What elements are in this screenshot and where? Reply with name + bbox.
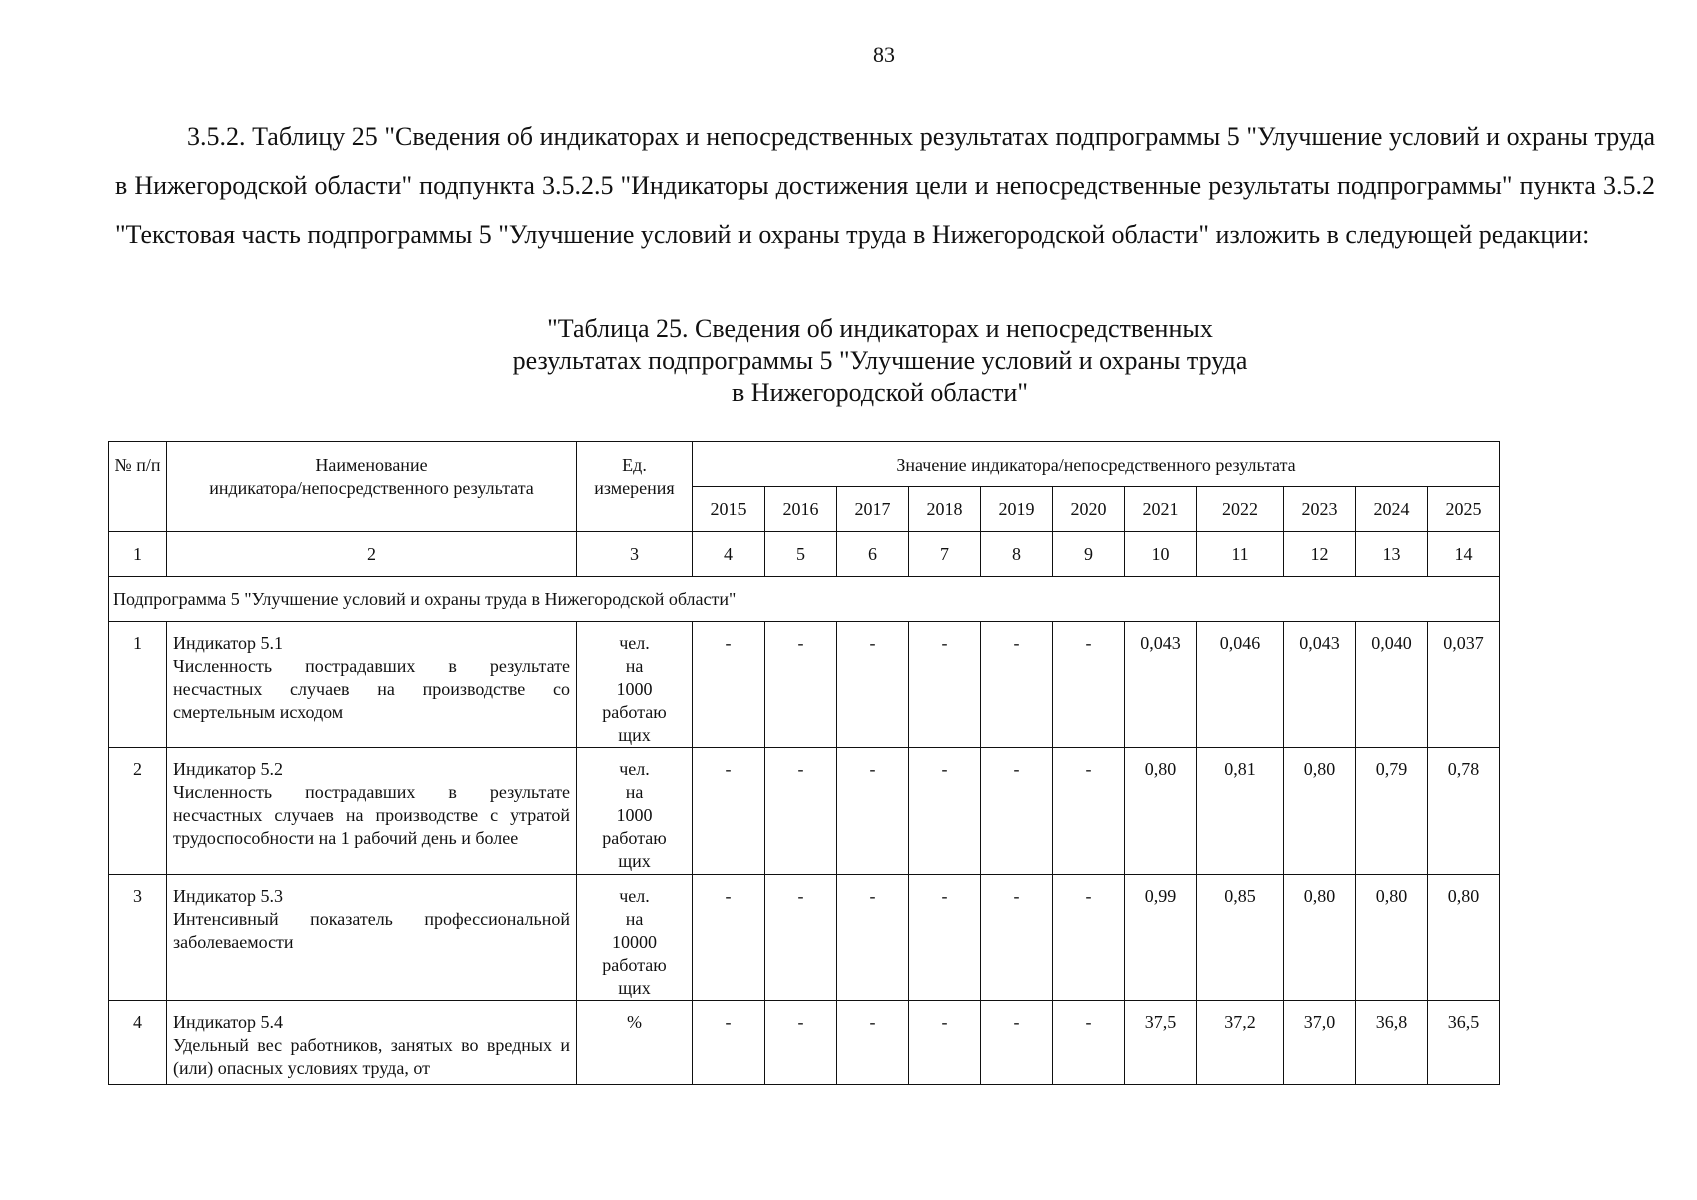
value-cell: - [981, 875, 1053, 1001]
value-cell: - [1053, 875, 1125, 1001]
header-unit [577, 442, 693, 532]
column-number-cell: 6 [837, 532, 909, 577]
year-header-cell: 2019 [981, 487, 1053, 532]
indicator-description: Удельный вес работников, занятых во вредных и (или) опасных условиях труда, от [173, 1035, 570, 1078]
column-number-cell: 7 [909, 532, 981, 577]
value-cell: 0,80 [1284, 875, 1356, 1001]
header-name-line: Наименование [315, 455, 428, 475]
value-cell: - [765, 875, 837, 1001]
column-number-cell: 5 [765, 532, 837, 577]
value-cell: - [693, 1001, 765, 1085]
table-row [109, 622, 1500, 748]
row-number-cell: 4 [109, 1001, 167, 1085]
value-cell: 0,046 [1197, 622, 1284, 748]
column-number-cell: 12 [1284, 532, 1356, 577]
value-cell: 0,85 [1197, 875, 1284, 1001]
indicator-label: Индикатор 5.1 [173, 633, 284, 653]
header-unit-line: измерения [594, 478, 675, 498]
table-row [109, 748, 1500, 875]
value-cell: 0,78 [1428, 748, 1500, 875]
year-header-cell: 2016 [765, 487, 837, 532]
value-cell: 0,80 [1125, 748, 1197, 875]
value-cell: 0,81 [1197, 748, 1284, 875]
value-cell: - [1053, 622, 1125, 748]
value-cell: 36,8 [1356, 1001, 1428, 1085]
indicator-name-cell [167, 1001, 577, 1085]
value-cell: - [981, 622, 1053, 748]
value-cell: 0,043 [1125, 622, 1197, 748]
column-number-cell: 3 [577, 532, 693, 577]
year-header-cell: 2024 [1356, 487, 1428, 532]
value-cell: - [837, 875, 909, 1001]
table-title-line: в Нижегородской области" [732, 378, 1028, 407]
year-header-cell: 2021 [1125, 487, 1197, 532]
column-number-cell: 14 [1428, 532, 1500, 577]
year-header-cell: 2025 [1428, 487, 1500, 532]
year-header-cell: 2020 [1053, 487, 1125, 532]
column-number-cell: 13 [1356, 532, 1428, 577]
indicator-label: Индикатор 5.4 [173, 1012, 284, 1032]
column-number-cell: 4 [693, 532, 765, 577]
intro-paragraph: 3.5.2. Таблицу 25 "Сведения об индикаторах и непосредственных результатах подпрограммы 5 "Улучшение условий и охраны труда в Нижегородской области" подпункта 3.5.2.5 "Индикаторы достижения цели и непосредственные результаты подпрограммы" пункта 3.5.2 "Текстовая часть подпрограммы 5 "Улучшение условий и охраны труда в Нижегородской области" изложить в следующей редакции: [115, 122, 1655, 249]
value-cell: 0,80 [1356, 875, 1428, 1001]
indicator-label: Индикатор 5.3 [173, 886, 284, 906]
indicator-name-cell [167, 748, 577, 875]
row-number-cell: 1 [109, 622, 167, 748]
value-cell: 0,040 [1356, 622, 1428, 748]
header-values-group: Значение индикатора/непосредственного результата [693, 442, 1500, 487]
indicator-description: Численность пострадавших в результате несчастных случаев на производстве со смертельным исходом [173, 656, 570, 722]
indicator-label: Индикатор 5.2 [173, 759, 284, 779]
year-header-cell: 2018 [909, 487, 981, 532]
column-numbers-row [109, 532, 1500, 577]
row-number-cell: 2 [109, 748, 167, 875]
value-cell: - [981, 1001, 1053, 1085]
value-cell: - [765, 622, 837, 748]
column-number-cell: 8 [981, 532, 1053, 577]
value-cell: - [909, 748, 981, 875]
value-cell: - [1053, 1001, 1125, 1085]
indicators-table [108, 441, 1500, 1085]
year-header-cell: 2022 [1197, 487, 1284, 532]
unit-cell: % [577, 1001, 693, 1085]
value-cell: - [693, 875, 765, 1001]
unit-cell: чел. на 1000 работаю щих [577, 622, 693, 748]
value-cell: - [693, 622, 765, 748]
section-title: Подпрограмма 5 "Улучшение условий и охраны труда в Нижегородской области" [109, 577, 1500, 622]
header-name-line: индикатора/непосредственного результата [209, 478, 534, 498]
value-cell: 0,037 [1428, 622, 1500, 748]
year-header-cell: 2015 [693, 487, 765, 532]
value-cell: 37,2 [1197, 1001, 1284, 1085]
value-cell: - [693, 748, 765, 875]
value-cell: - [1053, 748, 1125, 875]
column-number-cell: 11 [1197, 532, 1284, 577]
value-cell: - [909, 622, 981, 748]
column-number-cell: 1 [109, 532, 167, 577]
unit-cell: чел. на 1000 работаю щих [577, 748, 693, 875]
column-number-cell: 9 [1053, 532, 1125, 577]
table-row [109, 1001, 1500, 1085]
value-cell: 0,80 [1428, 875, 1500, 1001]
value-cell: - [837, 1001, 909, 1085]
year-header-cell: 2023 [1284, 487, 1356, 532]
value-cell: 0,043 [1284, 622, 1356, 748]
value-cell: - [837, 748, 909, 875]
value-cell: 37,0 [1284, 1001, 1356, 1085]
value-cell: - [765, 1001, 837, 1085]
table-title [420, 313, 1340, 409]
value-cell: 0,99 [1125, 875, 1197, 1001]
value-cell: - [981, 748, 1053, 875]
table-title-line: результатах подпрограммы 5 "Улучшение условий и охраны труда [512, 346, 1248, 375]
header-name [167, 442, 577, 532]
value-cell: - [765, 748, 837, 875]
value-cell: 0,80 [1284, 748, 1356, 875]
indicator-description: Численность пострадавших в результате несчастных случаев на производстве с утратой трудоспособности на 1 рабочий день и более [173, 782, 570, 848]
value-cell: - [909, 875, 981, 1001]
year-header-cell: 2017 [837, 487, 909, 532]
value-cell: 0,79 [1356, 748, 1428, 875]
column-number-cell: 2 [167, 532, 577, 577]
header-unit-line: Ед. [622, 455, 647, 475]
table-body [109, 622, 1500, 1085]
value-cell: - [837, 622, 909, 748]
value-cell: - [909, 1001, 981, 1085]
value-cell: 36,5 [1428, 1001, 1500, 1085]
column-number-cell: 10 [1125, 532, 1197, 577]
table-title-line: "Таблица 25. Сведения об индикаторах и непосредственных [547, 314, 1213, 343]
table-row [109, 875, 1500, 1001]
unit-cell: чел. на 10000 работаю щих [577, 875, 693, 1001]
value-cell: 37,5 [1125, 1001, 1197, 1085]
indicator-description: Интенсивный показатель профессиональной заболеваемости [173, 909, 570, 952]
indicator-name-cell [167, 622, 577, 748]
page-number: 83 [873, 42, 895, 67]
header-num: № п/п [109, 442, 167, 532]
row-number-cell: 3 [109, 875, 167, 1001]
indicator-name-cell [167, 875, 577, 1001]
